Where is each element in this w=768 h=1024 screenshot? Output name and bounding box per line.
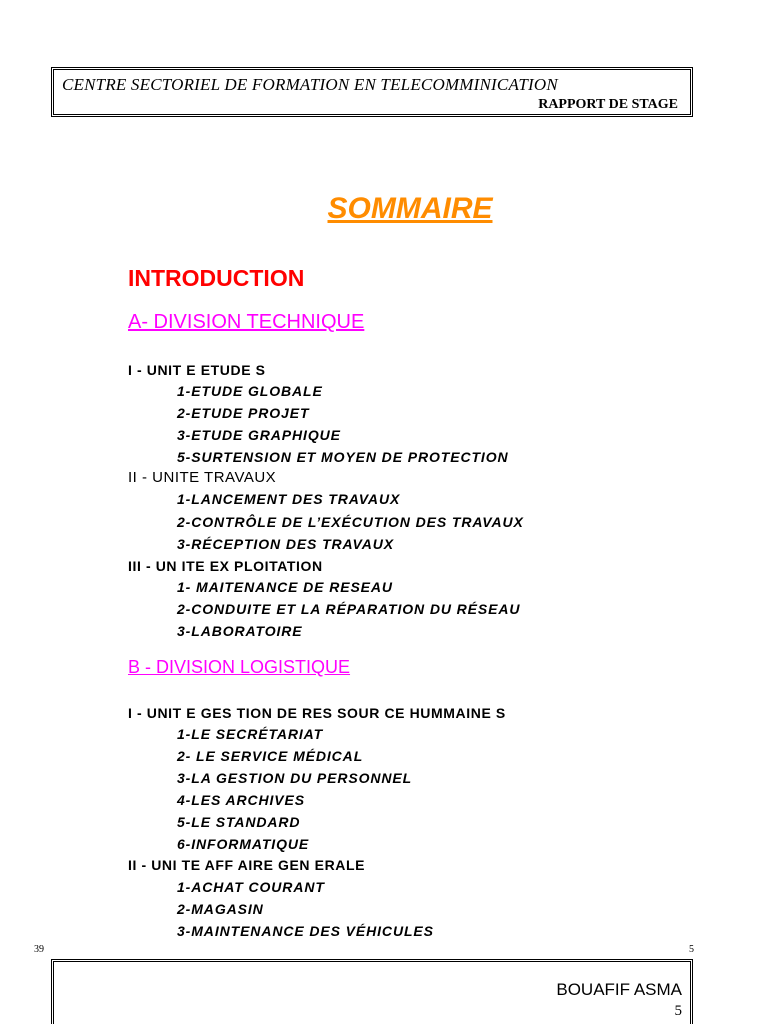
page-marker-left: 39 — [34, 944, 44, 955]
toc-item: 2-CONTRÔLE DE L’EXÉCUTION DES TRAVAUX — [177, 514, 524, 530]
toc-item: 3-LABORATOIRE — [177, 623, 303, 639]
toc-item: 3-RÉCEPTION DES TRAVAUX — [177, 536, 394, 552]
unit-heading: II - UNITE TRAVAUX — [128, 469, 277, 486]
toc-item: 1-ACHAT COURANT — [177, 879, 325, 895]
toc-item: 2-ETUDE PROJET — [177, 405, 310, 421]
page-marker-right: 5 — [689, 944, 694, 955]
unit-heading: I - UNIT E ETUDE S — [128, 362, 266, 378]
toc-item: 2-MAGASIN — [177, 901, 264, 917]
toc-item: 5-LE STANDARD — [177, 814, 301, 830]
toc-item: 1-LANCEMENT DES TRAVAUX — [177, 491, 401, 507]
unit-heading: III - UN ITE EX PLOITATION — [128, 558, 323, 574]
toc-item: 1-LE SECRÉTARIAT — [177, 726, 324, 742]
toc-item: 5-SURTENSION ET MOYEN DE PROTECTION — [177, 449, 509, 465]
toc-item: 2- LE SERVICE MÉDICAL — [177, 748, 364, 764]
unit-heading: I - UNIT E GES TION DE RES SOUR CE HUMMAINE S — [128, 705, 506, 721]
toc-item: 2-CONDUITE ET LA RÉPARATION DU RÉSEAU — [177, 601, 521, 617]
division-a-heading: A- DIVISION TECHNIQUE — [128, 311, 365, 333]
toc-item: 3-LA GESTION DU PERSONNEL — [177, 770, 413, 786]
division-b-heading: B - DIVISION LOGISTIQUE — [128, 657, 351, 677]
introduction-heading: INTRODUCTION — [128, 265, 305, 291]
page-title: SOMMAIRE — [327, 192, 493, 225]
unit-heading: II - UNI TE AFF AIRE GEN ERALE — [128, 857, 366, 873]
footer-box — [51, 959, 693, 1024]
toc-item: 4-LES ARCHIVES — [177, 792, 305, 808]
toc-item: 1-ETUDE GLOBALE — [177, 383, 323, 399]
toc-item: 3-MAINTENANCE DES VÉHICULES — [177, 923, 434, 939]
header-organization: CENTRE SECTORIEL DE FORMATION EN TELECOMMINICATION — [62, 75, 558, 94]
footer-author: BOUAFIF ASMA — [556, 980, 682, 999]
footer-page-number: 5 — [674, 1003, 682, 1019]
toc-item: 6-INFORMATIQUE — [177, 836, 310, 852]
header-report-title: RAPPORT DE STAGE — [538, 97, 678, 112]
header-box — [51, 67, 693, 117]
toc-item: 1- MAITENANCE DE RESEAU — [177, 579, 393, 595]
toc-item: 3-ETUDE GRAPHIQUE — [177, 427, 341, 443]
